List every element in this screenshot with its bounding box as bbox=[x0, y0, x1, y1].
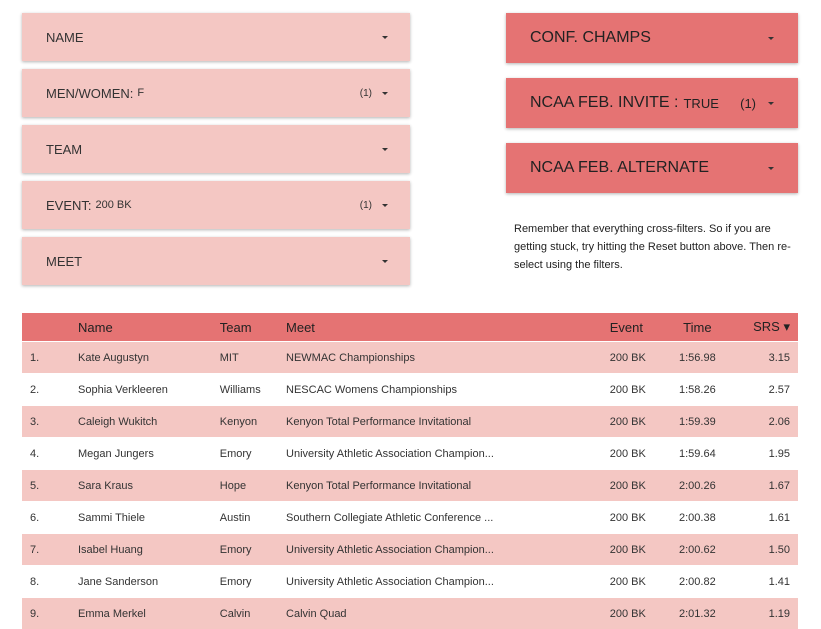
table-cell: 2:00.82 bbox=[668, 566, 728, 598]
dropdown-arrow-icon[interactable] bbox=[768, 37, 774, 40]
table-cell: Sara Kraus bbox=[77, 470, 219, 502]
table-cell: 2:00.26 bbox=[668, 470, 728, 502]
table-cell: 2:00.38 bbox=[668, 502, 728, 534]
column-header[interactable]: SRS ▾ bbox=[727, 313, 798, 342]
table-cell: Southern Collegiate Athletic Conference ... bbox=[285, 502, 609, 534]
table-cell: 2.57 bbox=[727, 374, 798, 406]
dropdown-arrow-icon[interactable] bbox=[768, 102, 774, 105]
table-cell: Austin bbox=[219, 502, 285, 534]
filter-label: TEAM bbox=[46, 142, 82, 157]
table-cell: 6. bbox=[22, 502, 77, 534]
dropdown-arrow-icon[interactable] bbox=[382, 204, 388, 207]
filter-value: TRUE bbox=[683, 96, 718, 111]
filter-dropdown-ncaa-feb-alternate[interactable] bbox=[506, 143, 798, 193]
table-cell: Calvin Quad bbox=[285, 598, 609, 629]
table-cell: Kenyon Total Performance Invitational bbox=[285, 470, 609, 502]
table-cell: 1.50 bbox=[727, 534, 798, 566]
column-header[interactable]: Name bbox=[77, 313, 219, 342]
filter-dropdown-ncaa-feb-invite[interactable] bbox=[506, 78, 798, 128]
column-header[interactable]: Event bbox=[609, 313, 668, 342]
table-cell: University Athletic Association Champion... bbox=[285, 438, 609, 470]
table-row[interactable] bbox=[22, 438, 798, 470]
dropdown-arrow-icon[interactable] bbox=[382, 260, 388, 263]
filter-label: MEET bbox=[46, 254, 82, 269]
table-cell: Kate Augustyn bbox=[77, 342, 219, 374]
table-row[interactable] bbox=[22, 374, 798, 406]
table-cell: 1:59.39 bbox=[668, 406, 728, 438]
column-header[interactable]: Meet bbox=[285, 313, 609, 342]
dropdown-arrow-icon[interactable] bbox=[382, 36, 388, 39]
filter-dropdown-men-women[interactable] bbox=[22, 69, 410, 117]
table-cell: Emory bbox=[219, 566, 285, 598]
table-cell: 200 BK bbox=[609, 342, 668, 374]
filter-count: (1) bbox=[740, 96, 756, 111]
filter-value: 200 BK bbox=[96, 199, 132, 211]
table-cell: 5. bbox=[22, 470, 77, 502]
filter-label: MEN/WOMEN: bbox=[46, 86, 133, 101]
table-cell: Hope bbox=[219, 470, 285, 502]
table-cell: MIT bbox=[219, 342, 285, 374]
table-cell: 7. bbox=[22, 534, 77, 566]
table-cell: 200 BK bbox=[609, 470, 668, 502]
table-cell: 200 BK bbox=[609, 374, 668, 406]
table-cell: Isabel Huang bbox=[77, 534, 219, 566]
table-cell: Jane Sanderson bbox=[77, 566, 219, 598]
results-table bbox=[22, 313, 798, 629]
table-cell: 200 BK bbox=[609, 502, 668, 534]
table-cell: Sophia Verkleeren bbox=[77, 374, 219, 406]
filter-count: (1) bbox=[360, 88, 372, 99]
table-cell: 200 BK bbox=[609, 406, 668, 438]
table-row[interactable] bbox=[22, 534, 798, 566]
filter-dropdown-meet[interactable] bbox=[22, 237, 410, 285]
table-cell: 2.06 bbox=[727, 406, 798, 438]
table-cell: 3.15 bbox=[727, 342, 798, 374]
filter-dropdown-team[interactable] bbox=[22, 125, 410, 173]
table-cell: 4. bbox=[22, 438, 77, 470]
table-cell: University Athletic Association Champion... bbox=[285, 534, 609, 566]
table-cell: 1:59.64 bbox=[668, 438, 728, 470]
table-cell: 2. bbox=[22, 374, 77, 406]
table-row[interactable] bbox=[22, 342, 798, 374]
column-header[interactable]: Time bbox=[668, 313, 728, 342]
table-cell: Emory bbox=[219, 438, 285, 470]
table-cell: NEWMAC Championships bbox=[285, 342, 609, 374]
table-cell: 9. bbox=[22, 598, 77, 629]
table-cell: Megan Jungers bbox=[77, 438, 219, 470]
filter-dropdown-conf-champs[interactable] bbox=[506, 13, 798, 63]
column-header[interactable]: Team bbox=[219, 313, 285, 342]
table-cell: 1.61 bbox=[727, 502, 798, 534]
table-cell: Calvin bbox=[219, 598, 285, 629]
table-cell: 2:01.32 bbox=[668, 598, 728, 629]
table-cell: 200 BK bbox=[609, 598, 668, 629]
table-cell: 1. bbox=[22, 342, 77, 374]
table-row[interactable] bbox=[22, 502, 798, 534]
table-cell: 200 BK bbox=[609, 534, 668, 566]
dropdown-arrow-icon[interactable] bbox=[768, 167, 774, 170]
filter-label: EVENT: bbox=[46, 198, 92, 213]
dropdown-arrow-icon[interactable] bbox=[382, 148, 388, 151]
filter-value: F bbox=[137, 87, 144, 99]
table-cell: 2:00.62 bbox=[668, 534, 728, 566]
table-cell: University Athletic Association Champion... bbox=[285, 566, 609, 598]
table-cell: 1:58.26 bbox=[668, 374, 728, 406]
filter-dropdown-event[interactable] bbox=[22, 181, 410, 229]
filter-label: NCAA FEB. ALTERNATE bbox=[530, 159, 709, 177]
table-cell: 8. bbox=[22, 566, 77, 598]
table-cell: 1.19 bbox=[727, 598, 798, 629]
table-cell: 3. bbox=[22, 406, 77, 438]
table-cell: Sammi Thiele bbox=[77, 502, 219, 534]
filter-dropdown-name[interactable] bbox=[22, 13, 410, 61]
table-row[interactable] bbox=[22, 598, 798, 629]
table-row[interactable] bbox=[22, 470, 798, 502]
table-cell: 200 BK bbox=[609, 438, 668, 470]
table-cell: Williams bbox=[219, 374, 285, 406]
column-header bbox=[22, 313, 77, 342]
dropdown-arrow-icon[interactable] bbox=[382, 92, 388, 95]
table-cell: 1.67 bbox=[727, 470, 798, 502]
table-cell: 1.95 bbox=[727, 438, 798, 470]
table-cell: 1:56.98 bbox=[668, 342, 728, 374]
table-row[interactable] bbox=[22, 566, 798, 598]
table-cell: Kenyon bbox=[219, 406, 285, 438]
table-cell: Kenyon Total Performance Invitational bbox=[285, 406, 609, 438]
filter-label: NCAA FEB. INVITE : bbox=[530, 94, 678, 112]
table-cell: NESCAC Womens Championships bbox=[285, 374, 609, 406]
table-cell: Emory bbox=[219, 534, 285, 566]
table-cell: 200 BK bbox=[609, 566, 668, 598]
table-cell: Caleigh Wukitch bbox=[77, 406, 219, 438]
table-row[interactable] bbox=[22, 406, 798, 438]
table-cell: 1.41 bbox=[727, 566, 798, 598]
help-note: Remember that everything cross-filters. So if you are getting stuck, try hitting the Reset button above. Then re-select using the filters. bbox=[514, 220, 804, 274]
filter-count: (1) bbox=[360, 200, 372, 211]
table-cell: Emma Merkel bbox=[77, 598, 219, 629]
filter-label: CONF. CHAMPS bbox=[530, 29, 651, 47]
filter-label: NAME bbox=[46, 30, 84, 45]
